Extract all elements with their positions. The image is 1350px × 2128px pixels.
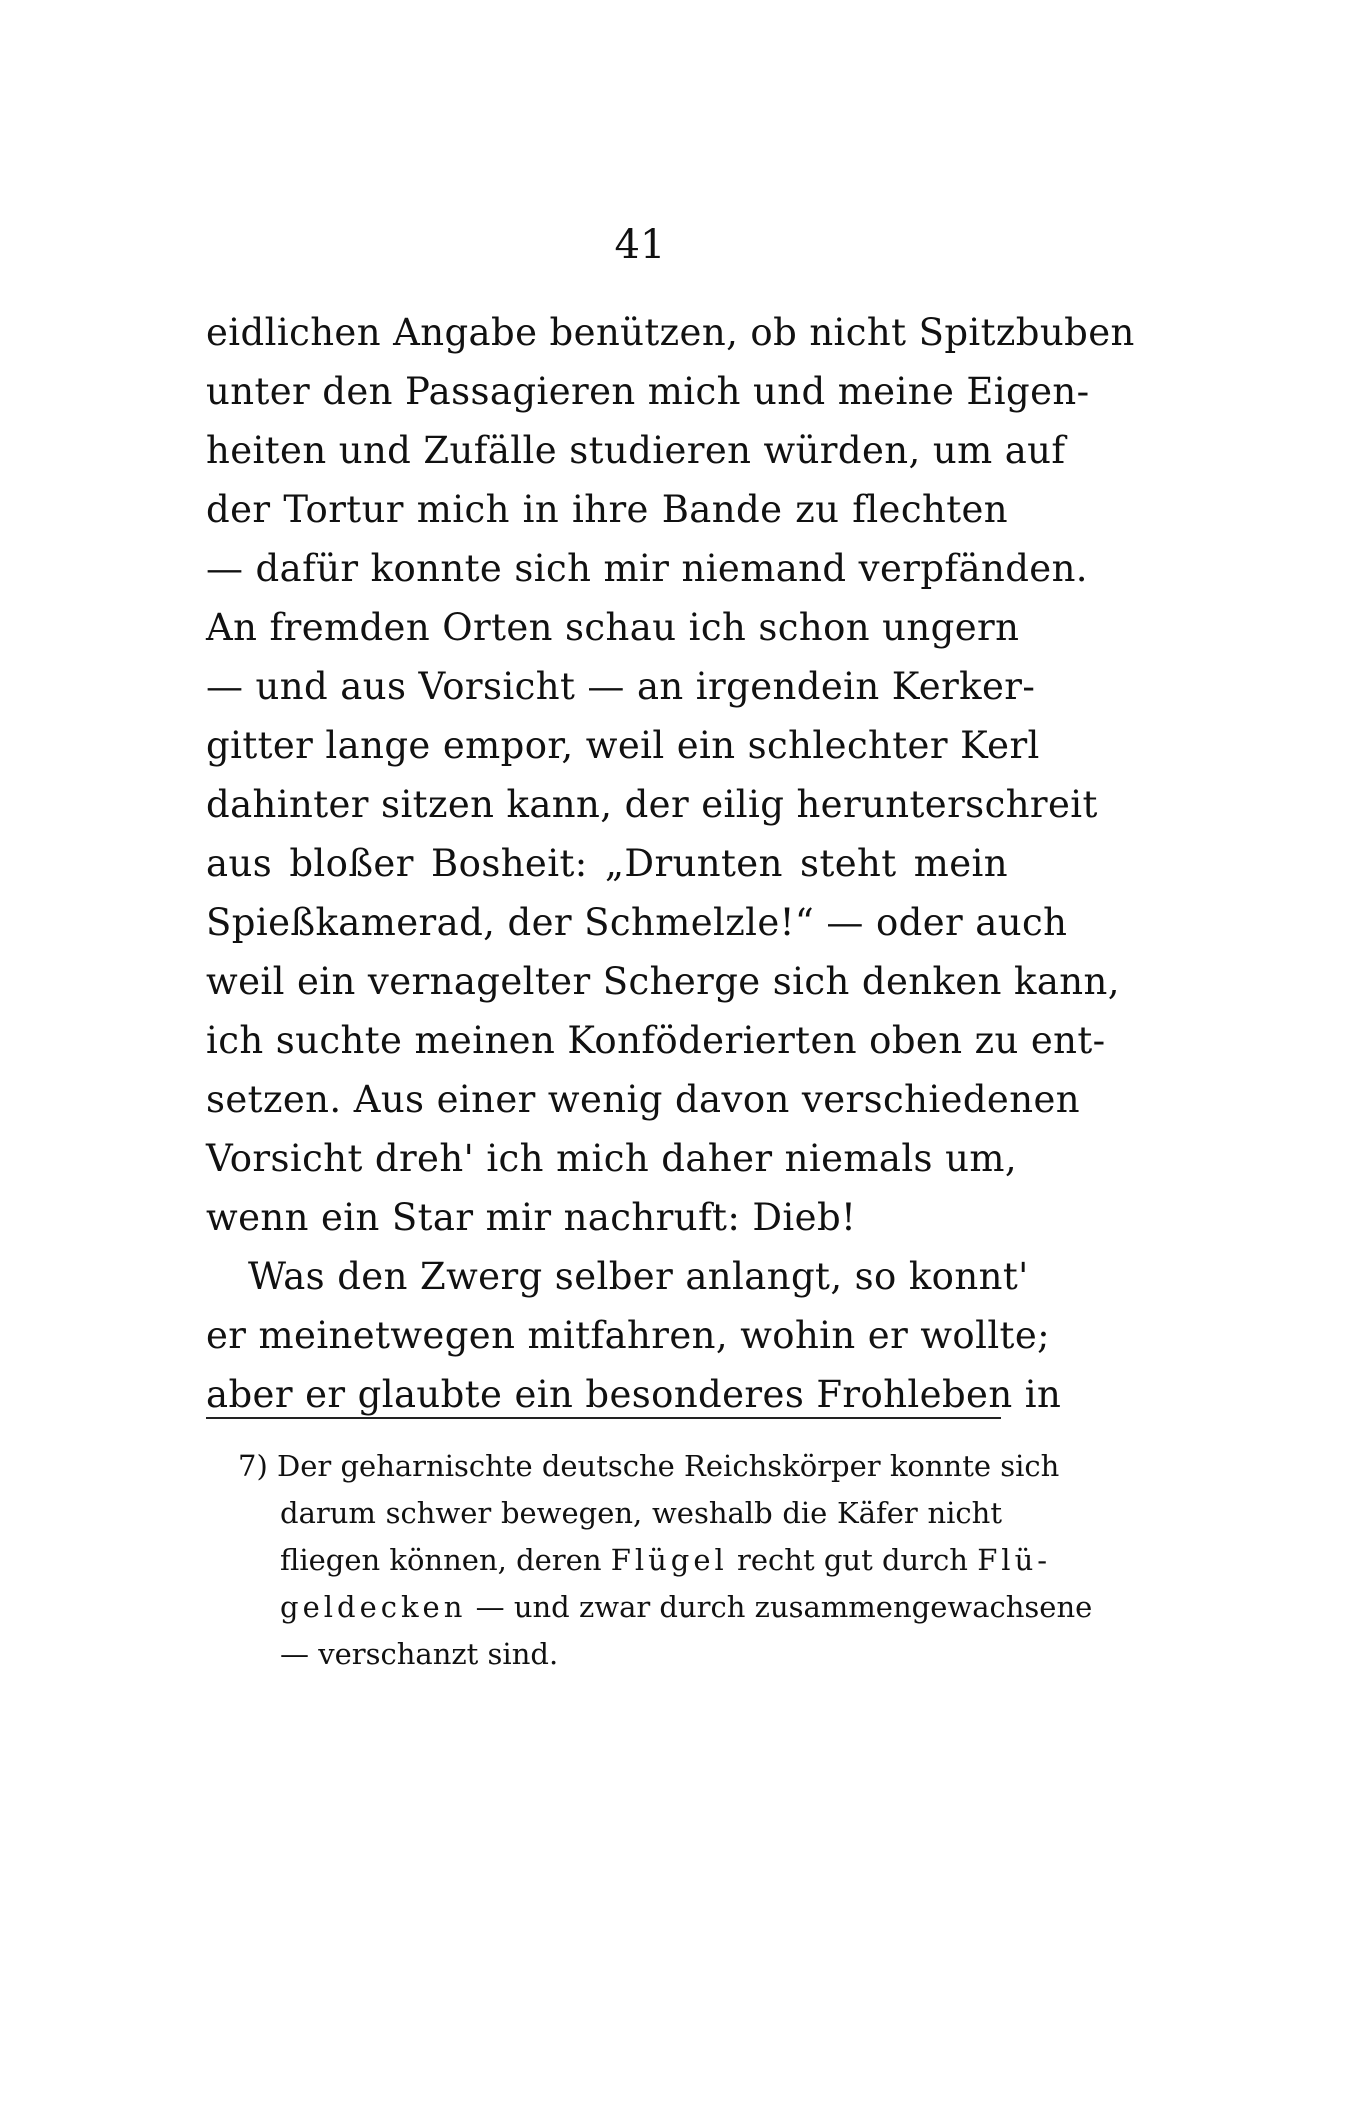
text-line: weil ein vernagelter Scherge sich denken kann, — [206, 960, 1120, 1003]
text-line: aber er glaubte ein besonderes Frohleben in — [206, 1373, 1062, 1416]
text-line: der Tortur mich in ihre Bande zu flechten — [206, 488, 1008, 531]
paragraph-last-line: wenn ein Star mir nachruft: Dieb! — [206, 1196, 857, 1239]
text-line: Vorsicht dreh' ich mich daher niemals um, — [206, 1137, 1017, 1180]
footnote-emphasis: geldecken — [280, 1590, 467, 1624]
text-line: — dafür konnte sich mir niemand verpfänden. — [206, 547, 1088, 590]
footnote-text: — und zwar durch zusammengewachsene — [466, 1590, 1093, 1624]
footnote-line: 7) Der geharnischte deutsche Reichskörper konnte sich — [238, 1449, 1060, 1483]
text-line: — und aus Vorsicht — an irgendein Kerker- — [206, 665, 1036, 708]
footnote-text: recht gut durch — [727, 1543, 978, 1577]
paragraph-first-line: Was den Zwerg selber anlangt, so konnt' — [248, 1255, 1029, 1298]
text-line: heiten und Zufälle studieren würden, um auf — [206, 429, 1066, 472]
footnote-line: — verschanzt sind. — [280, 1637, 559, 1671]
footnote-line — [238, 1584, 1093, 1631]
footnote-emphasis: Flü- — [977, 1543, 1052, 1577]
footnote — [238, 1443, 1093, 1678]
text-line: ich suchte meinen Konföderierten oben zu ent- — [206, 1019, 1106, 1062]
text-line: unter den Passagieren mich und meine Eigen- — [206, 370, 1090, 413]
text-line: setzen. Aus einer wenig davon verschiedenen — [206, 1078, 1080, 1121]
footnote-line — [238, 1537, 1052, 1584]
text-line: eidlichen Angabe benützen, ob nicht Spitzbuben — [206, 311, 1135, 354]
text-line: er meinetwegen mitfahren, wohin er wollte; — [206, 1314, 1050, 1357]
main-text — [206, 303, 1135, 1424]
text-line: dahinter sitzen kann, der eilig herunterschreit — [206, 783, 1098, 826]
footnote-emphasis: Flügel — [610, 1543, 728, 1577]
footnote-divider — [206, 1417, 1001, 1419]
footnote-text: fliegen können, deren — [280, 1543, 611, 1577]
text-line: aus bloßer Bosheit: „Drunten steht mein — [206, 842, 1008, 885]
footnote-line: darum schwer bewegen, weshalb die Käfer nicht — [280, 1496, 1002, 1530]
text-line: Spießkamerad, der Schmelzle!“ — oder auch — [206, 901, 1068, 944]
text-line: An fremden Orten schau ich schon ungern — [206, 606, 1020, 649]
text-line: gitter lange empor, weil ein schlechter Kerl — [206, 724, 1040, 767]
page-number: 41 — [614, 222, 666, 268]
